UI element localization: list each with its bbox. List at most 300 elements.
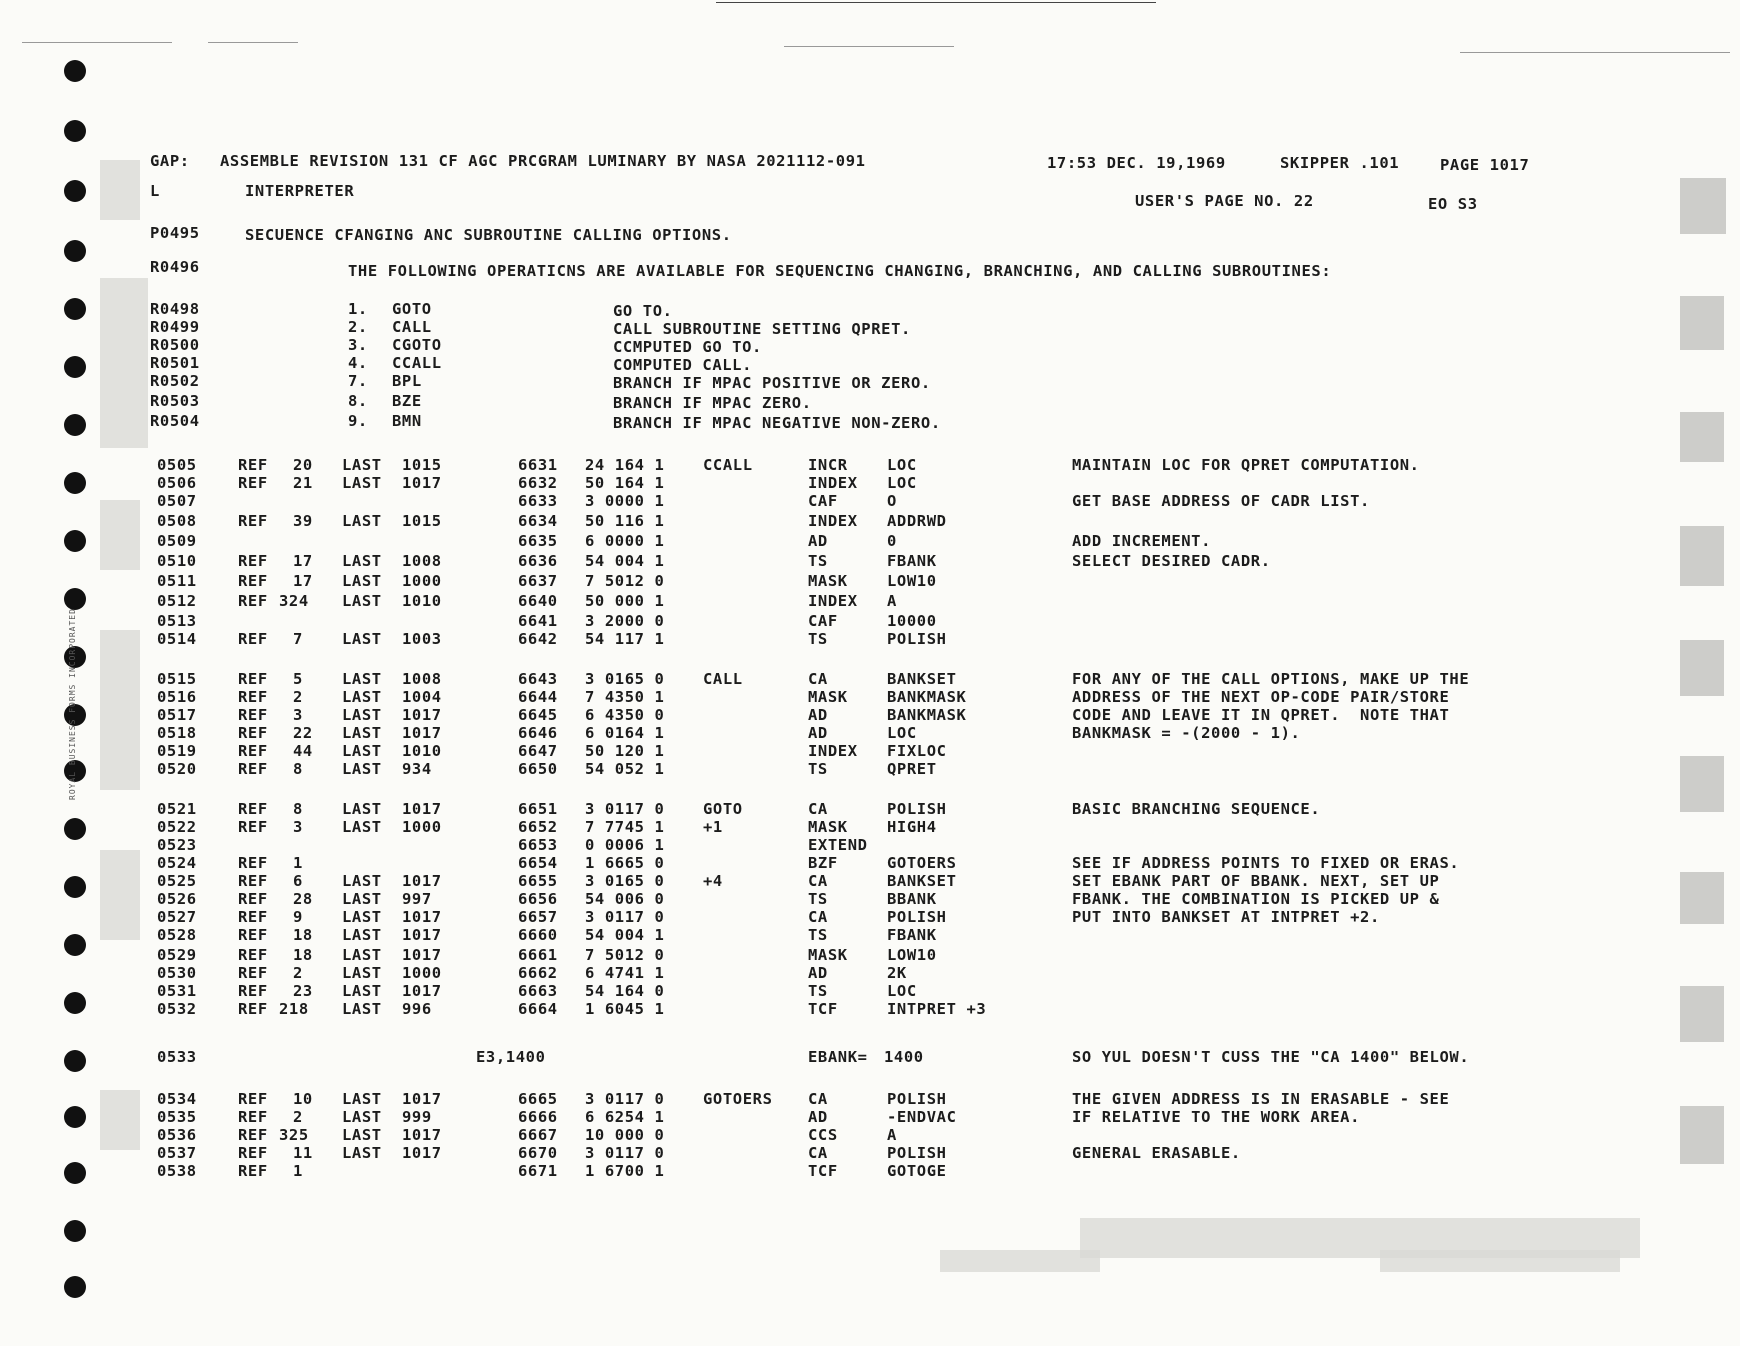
- last-number: 1000: [402, 572, 442, 590]
- line-number: 0533: [157, 1048, 197, 1066]
- line-number: 0531: [157, 982, 197, 1000]
- last-number: 1004: [402, 688, 442, 706]
- comment: PUT INTO BANKSET AT INTPRET +2.: [1072, 908, 1380, 926]
- octal-word: 54 117 1: [585, 630, 665, 648]
- ref-count: 20: [293, 456, 313, 474]
- comment: FOR ANY OF THE CALL OPTIONS, MAKE UP THE: [1072, 670, 1470, 688]
- ref-keyword: REF: [238, 854, 268, 872]
- ref-keyword: REF: [238, 926, 268, 944]
- ref-count: 218: [279, 1000, 309, 1018]
- last-keyword: LAST: [342, 800, 382, 818]
- last-number: 934: [402, 760, 432, 778]
- octal-word: 54 164 0: [585, 982, 665, 1000]
- last-keyword: LAST: [342, 512, 382, 530]
- users-page: USER'S PAGE NO. 22: [1135, 192, 1314, 210]
- line-number: 0529: [157, 946, 197, 964]
- opcode: TS: [808, 760, 828, 778]
- ref-keyword: REF: [238, 1108, 268, 1126]
- comment: CODE AND LEAVE IT IN QPRET. NOTE THAT: [1072, 706, 1450, 724]
- comment-ref: P0495: [150, 224, 200, 242]
- comment: ADD INCREMENT.: [1072, 532, 1212, 550]
- option-number: 9.: [348, 412, 368, 430]
- ref-count: 2: [293, 964, 303, 982]
- opcode: MASK: [808, 946, 848, 964]
- octal-word: 7 4350 1: [585, 688, 665, 706]
- ref-keyword: REF: [238, 982, 268, 1000]
- line-number: 0506: [157, 474, 197, 492]
- option-op: CALL: [392, 318, 432, 336]
- comment-text: THE FOLLOWING OPERATICNS ARE AVAILABLE FOR SEQUENCING CHANGING, BRANCHING, AND CALLING SUBROUTINES:: [348, 262, 1332, 280]
- address: 6655: [518, 872, 558, 890]
- ref-keyword: REF: [238, 1162, 268, 1180]
- top-rule: [716, 2, 1156, 3]
- option-op: BMN: [392, 412, 422, 430]
- ref-count: 325: [279, 1126, 309, 1144]
- ref-count: 6: [293, 872, 303, 890]
- opcode: AD: [808, 706, 828, 724]
- address: 6646: [518, 724, 558, 742]
- label: CCALL: [703, 456, 753, 474]
- line-number: 0520: [157, 760, 197, 778]
- eo-code: EO S3: [1428, 195, 1478, 213]
- operand: GOTOGE: [887, 1162, 947, 1180]
- header-timestamp: 17:53 DEC. 19,1969: [1047, 154, 1226, 172]
- last-number: 1017: [402, 1144, 442, 1162]
- option-ref: R0502: [150, 372, 200, 390]
- operand: LOW10: [887, 572, 937, 590]
- address: 6645: [518, 706, 558, 724]
- option-number: 2.: [348, 318, 368, 336]
- option-number: 4.: [348, 354, 368, 372]
- last-keyword: LAST: [342, 1000, 382, 1018]
- last-keyword: LAST: [342, 760, 382, 778]
- address: 6661: [518, 946, 558, 964]
- octal-word: 1 6700 1: [585, 1162, 665, 1180]
- tear-rule: [208, 42, 298, 43]
- address: 6641: [518, 612, 558, 630]
- octal-word: 6 4350 0: [585, 706, 665, 724]
- last-number: 997: [402, 890, 432, 908]
- last-number: 1010: [402, 742, 442, 760]
- operand: O: [887, 492, 897, 510]
- option-number: 3.: [348, 336, 368, 354]
- comment: SET EBANK PART OF BBANK. NEXT, SET UP: [1072, 872, 1440, 890]
- section-line: [0, 180, 1740, 213]
- ref-keyword: REF: [238, 964, 268, 982]
- address: 6643: [518, 670, 558, 688]
- last-keyword: LAST: [342, 630, 382, 648]
- option-row: [0, 410, 1740, 432]
- address: 6635: [518, 532, 558, 550]
- ref-count: 7: [293, 630, 303, 648]
- last-keyword: LAST: [342, 474, 382, 492]
- ref-count: 21: [293, 474, 313, 492]
- address: 6651: [518, 800, 558, 818]
- operand: BANKMASK: [887, 706, 967, 724]
- ref-keyword: REF: [238, 1126, 268, 1144]
- line-number: 0505: [157, 456, 197, 474]
- line-number: 0534: [157, 1090, 197, 1108]
- opcode: CA: [808, 1144, 828, 1162]
- line-number: 0511: [157, 572, 197, 590]
- option-desc: GO TO.: [613, 302, 673, 320]
- opcode: CA: [808, 800, 828, 818]
- label: +1: [703, 818, 723, 836]
- ref-keyword: REF: [238, 512, 268, 530]
- comment: SO YUL DOESN'T CUSS THE "CA 1400" BELOW.: [1072, 1048, 1470, 1066]
- address: 6637: [518, 572, 558, 590]
- comment-text: SECUENCE CFANGING ANC SUBROUTINE CALLING OPTIONS.: [245, 226, 732, 244]
- last-keyword: LAST: [342, 1108, 382, 1126]
- opcode: TCF: [808, 1000, 838, 1018]
- operand: POLISH: [887, 630, 947, 648]
- label: +4: [703, 872, 723, 890]
- last-keyword: LAST: [342, 572, 382, 590]
- opcode: TS: [808, 982, 828, 1000]
- line-number: 0519: [157, 742, 197, 760]
- ref-keyword: REF: [238, 1090, 268, 1108]
- operand: 2K: [887, 964, 907, 982]
- feed-hole: [64, 60, 86, 82]
- line-number: 0532: [157, 1000, 197, 1018]
- operand: BANKSET: [887, 872, 957, 890]
- operand: GOTOERS: [887, 854, 957, 872]
- address: 6662: [518, 964, 558, 982]
- octal-word: 3 0117 0: [585, 800, 665, 818]
- ref-count: 3: [293, 706, 303, 724]
- option-desc: CALL SUBROUTINE SETTING QPRET.: [613, 320, 911, 338]
- operand: POLISH: [887, 1090, 947, 1108]
- opcode: TS: [808, 890, 828, 908]
- octal-word: 10 000 0: [585, 1126, 665, 1144]
- opcode: INDEX: [808, 474, 858, 492]
- operand: LOC: [887, 724, 917, 742]
- ref-keyword: REF: [238, 1144, 268, 1162]
- address: 6640: [518, 592, 558, 610]
- opcode: EXTEND: [808, 836, 868, 854]
- code-row: [0, 758, 1740, 780]
- line-number: 0537: [157, 1144, 197, 1162]
- last-number: 1003: [402, 630, 442, 648]
- operand: LOC: [887, 982, 917, 1000]
- octal-word: 6 6254 1: [585, 1108, 665, 1126]
- option-op: BPL: [392, 372, 422, 390]
- code-row: [0, 628, 1740, 650]
- ref-count: 2: [293, 688, 303, 706]
- ref-keyword: REF: [238, 818, 268, 836]
- ref-keyword: REF: [238, 592, 268, 610]
- opcode: TS: [808, 926, 828, 944]
- octal-word: 24 164 1: [585, 456, 665, 474]
- opcode: EBANK=: [808, 1048, 868, 1066]
- octal-word: 3 0165 0: [585, 872, 665, 890]
- address: 6667: [518, 1126, 558, 1144]
- comment-line: [0, 256, 1740, 278]
- last-keyword: LAST: [342, 908, 382, 926]
- opcode: CA: [808, 1090, 828, 1108]
- tear-rule: [784, 46, 954, 47]
- opcode: AD: [808, 532, 828, 550]
- ref-count: 8: [293, 800, 303, 818]
- last-number: 1017: [402, 1126, 442, 1144]
- operand: LOC: [887, 456, 917, 474]
- ref-count: 11: [293, 1144, 313, 1162]
- line-number: 0510: [157, 552, 197, 570]
- option-op: CCALL: [392, 354, 442, 372]
- option-row: [0, 390, 1740, 412]
- option-ref: R0504: [150, 412, 200, 430]
- option-desc: BRANCH IF MPAC NEGATIVE NON-ZERO.: [613, 414, 941, 432]
- address: 6654: [518, 854, 558, 872]
- last-number: 1017: [402, 724, 442, 742]
- last-keyword: LAST: [342, 982, 382, 1000]
- last-number: 1017: [402, 982, 442, 1000]
- line-number: 0513: [157, 612, 197, 630]
- operand: POLISH: [887, 1144, 947, 1162]
- ref-keyword: REF: [238, 760, 268, 778]
- ref-keyword: REF: [238, 872, 268, 890]
- ref-count: 3: [293, 818, 303, 836]
- code-row: [0, 570, 1740, 592]
- octal-word: 54 004 1: [585, 552, 665, 570]
- opcode: INDEX: [808, 512, 858, 530]
- ref-keyword: REF: [238, 890, 268, 908]
- operand: FIXLOC: [887, 742, 947, 760]
- opcode: MASK: [808, 818, 848, 836]
- feed-hole: [64, 1220, 86, 1242]
- comment-line: [0, 222, 1740, 244]
- margin-text: ROYAL BUSINESS FORMS INCORPORATED: [68, 608, 77, 800]
- line-number: 0521: [157, 800, 197, 818]
- last-number: 1017: [402, 800, 442, 818]
- line-number: 0508: [157, 512, 197, 530]
- address: 6663: [518, 982, 558, 1000]
- last-number: 1008: [402, 670, 442, 688]
- opcode: TCF: [808, 1162, 838, 1180]
- octal-word: 7 5012 0: [585, 572, 665, 590]
- last-keyword: LAST: [342, 1144, 382, 1162]
- ref-keyword: REF: [238, 572, 268, 590]
- feed-hole: [64, 120, 86, 142]
- operand: A: [887, 592, 897, 610]
- octal-word: 0 0006 1: [585, 836, 665, 854]
- last-number: 1017: [402, 926, 442, 944]
- comment-ref: R0496: [150, 258, 200, 276]
- section-title: INTERPRETER: [245, 182, 355, 200]
- address: 6657: [518, 908, 558, 926]
- operand: 10000: [887, 612, 937, 630]
- line-number: 0535: [157, 1108, 197, 1126]
- code-row: [0, 530, 1740, 552]
- address: 6656: [518, 890, 558, 908]
- address: 6636: [518, 552, 558, 570]
- opcode: TS: [808, 552, 828, 570]
- ref-count: 39: [293, 512, 313, 530]
- option-ref: R0500: [150, 336, 200, 354]
- line-number: 0528: [157, 926, 197, 944]
- ref-keyword: REF: [238, 706, 268, 724]
- address: 6653: [518, 836, 558, 854]
- octal-word: 7 5012 0: [585, 946, 665, 964]
- octal-word: 6 0000 1: [585, 532, 665, 550]
- operand: 1400: [884, 1048, 924, 1066]
- comment: BASIC BRANCHING SEQUENCE.: [1072, 800, 1321, 818]
- octal-word: 3 2000 0: [585, 612, 665, 630]
- last-number: 1017: [402, 872, 442, 890]
- octal-word: 54 052 1: [585, 760, 665, 778]
- comment: FBANK. THE COMBINATION IS PICKED UP &: [1072, 890, 1440, 908]
- last-keyword: LAST: [342, 592, 382, 610]
- opcode: CA: [808, 872, 828, 890]
- ref-count: 44: [293, 742, 313, 760]
- opcode: BZF: [808, 854, 838, 872]
- option-desc: COMPUTED CALL.: [613, 356, 753, 374]
- ref-count: 8: [293, 760, 303, 778]
- octal-word: 3 0000 1: [585, 492, 665, 510]
- comment: GENERAL ERASABLE.: [1072, 1144, 1241, 1162]
- address: 6647: [518, 742, 558, 760]
- option-op: CGOTO: [392, 336, 442, 354]
- address: 6650: [518, 760, 558, 778]
- operand: -ENDVAC: [887, 1108, 957, 1126]
- last-keyword: LAST: [342, 1126, 382, 1144]
- last-keyword: LAST: [342, 872, 382, 890]
- ref-count: 2: [293, 1108, 303, 1126]
- option-ref: R0503: [150, 392, 200, 410]
- ref-keyword: REF: [238, 630, 268, 648]
- octal-word: 6 0164 1: [585, 724, 665, 742]
- opcode: AD: [808, 1108, 828, 1126]
- line-number: 0524: [157, 854, 197, 872]
- scan-smudge: [940, 1250, 1100, 1272]
- ref-count: 17: [293, 552, 313, 570]
- label: CALL: [703, 670, 743, 688]
- line-number: 0507: [157, 492, 197, 510]
- octal-word: 1 6045 1: [585, 1000, 665, 1018]
- opcode: TS: [808, 630, 828, 648]
- code-row: [0, 1160, 1740, 1182]
- ref-keyword: REF: [238, 552, 268, 570]
- label: GOTOERS: [703, 1090, 773, 1108]
- octal-word: 3 0117 0: [585, 908, 665, 926]
- tear-rule: [1460, 52, 1730, 53]
- ref-count: 1: [293, 854, 303, 872]
- octal-word: 54 004 1: [585, 926, 665, 944]
- last-number: 1017: [402, 706, 442, 724]
- option-ref: R0501: [150, 354, 200, 372]
- code-row: [0, 490, 1740, 512]
- operand: POLISH: [887, 800, 947, 818]
- opcode: INDEX: [808, 592, 858, 610]
- octal-word: 3 0117 0: [585, 1090, 665, 1108]
- octal-word: 50 120 1: [585, 742, 665, 760]
- ref-keyword: REF: [238, 946, 268, 964]
- octal-word: 6 4741 1: [585, 964, 665, 982]
- address: 6670: [518, 1144, 558, 1162]
- last-keyword: LAST: [342, 890, 382, 908]
- address: 6664: [518, 1000, 558, 1018]
- ref-count: 22: [293, 724, 313, 742]
- comment: ADDRESS OF THE NEXT OP-CODE PAIR/STORE: [1072, 688, 1450, 706]
- option-number: 8.: [348, 392, 368, 410]
- octal-word: 1 6665 0: [585, 854, 665, 872]
- address: 6665: [518, 1090, 558, 1108]
- operand: HIGH4: [887, 818, 937, 836]
- comment: SELECT DESIRED CADR.: [1072, 552, 1271, 570]
- ref-keyword: REF: [238, 908, 268, 926]
- last-number: 1017: [402, 474, 442, 492]
- ref-count: 28: [293, 890, 313, 908]
- last-number: 1000: [402, 964, 442, 982]
- ref-keyword: REF: [238, 724, 268, 742]
- opcode: INCR: [808, 456, 848, 474]
- octal-word: 50 116 1: [585, 512, 665, 530]
- option-desc: CCMPUTED GO TO.: [613, 338, 762, 356]
- opcode: CCS: [808, 1126, 838, 1144]
- ref-keyword: REF: [238, 800, 268, 818]
- operand: BANKSET: [887, 670, 957, 688]
- opcode: MASK: [808, 572, 848, 590]
- label: GOTO: [703, 800, 743, 818]
- operand: BANKMASK: [887, 688, 967, 706]
- header-title: ASSEMBLE REVISION 131 CF AGC PRCGRAM LUMINARY BY NASA 2021112-091: [220, 152, 866, 170]
- address: 6631: [518, 456, 558, 474]
- operand: ADDRWD: [887, 512, 947, 530]
- ref-keyword: REF: [238, 456, 268, 474]
- ref-count: 1: [293, 1162, 303, 1180]
- feed-hole: [64, 1276, 86, 1298]
- address: E3,1400: [476, 1048, 546, 1066]
- address: 6652: [518, 818, 558, 836]
- address: 6666: [518, 1108, 558, 1126]
- last-keyword: LAST: [342, 1090, 382, 1108]
- option-desc: BRANCH IF MPAC ZERO.: [613, 394, 812, 412]
- octal-word: 7 7745 1: [585, 818, 665, 836]
- operand: BBANK: [887, 890, 937, 908]
- header-operator: SKIPPER .101: [1280, 154, 1400, 172]
- last-keyword: LAST: [342, 552, 382, 570]
- option-ref: R0499: [150, 318, 200, 336]
- comment: THE GIVEN ADDRESS IS IN ERASABLE - SEE: [1072, 1090, 1450, 1108]
- comment: IF RELATIVE TO THE WORK AREA.: [1072, 1108, 1361, 1126]
- last-keyword: LAST: [342, 670, 382, 688]
- line-number: 0514: [157, 630, 197, 648]
- octal-word: 3 0117 0: [585, 1144, 665, 1162]
- last-keyword: LAST: [342, 926, 382, 944]
- code-row: [0, 550, 1740, 572]
- last-keyword: LAST: [342, 706, 382, 724]
- ref-count: 324: [279, 592, 309, 610]
- opcode: AD: [808, 724, 828, 742]
- tear-rule: [22, 42, 172, 43]
- last-keyword: LAST: [342, 724, 382, 742]
- line-number: 0512: [157, 592, 197, 610]
- line-number: 0523: [157, 836, 197, 854]
- ref-count: 10: [293, 1090, 313, 1108]
- line-number: 0527: [157, 908, 197, 926]
- ref-count: 18: [293, 946, 313, 964]
- comment: GET BASE ADDRESS OF CADR LIST.: [1072, 492, 1370, 510]
- option-row: [0, 370, 1740, 392]
- operand: 0: [887, 532, 897, 550]
- last-keyword: LAST: [342, 964, 382, 982]
- ref-count: 17: [293, 572, 313, 590]
- address: 6644: [518, 688, 558, 706]
- opcode: CAF: [808, 612, 838, 630]
- last-number: 1008: [402, 552, 442, 570]
- header-page: PAGE 1017: [1440, 156, 1530, 174]
- octal-word: 50 000 1: [585, 592, 665, 610]
